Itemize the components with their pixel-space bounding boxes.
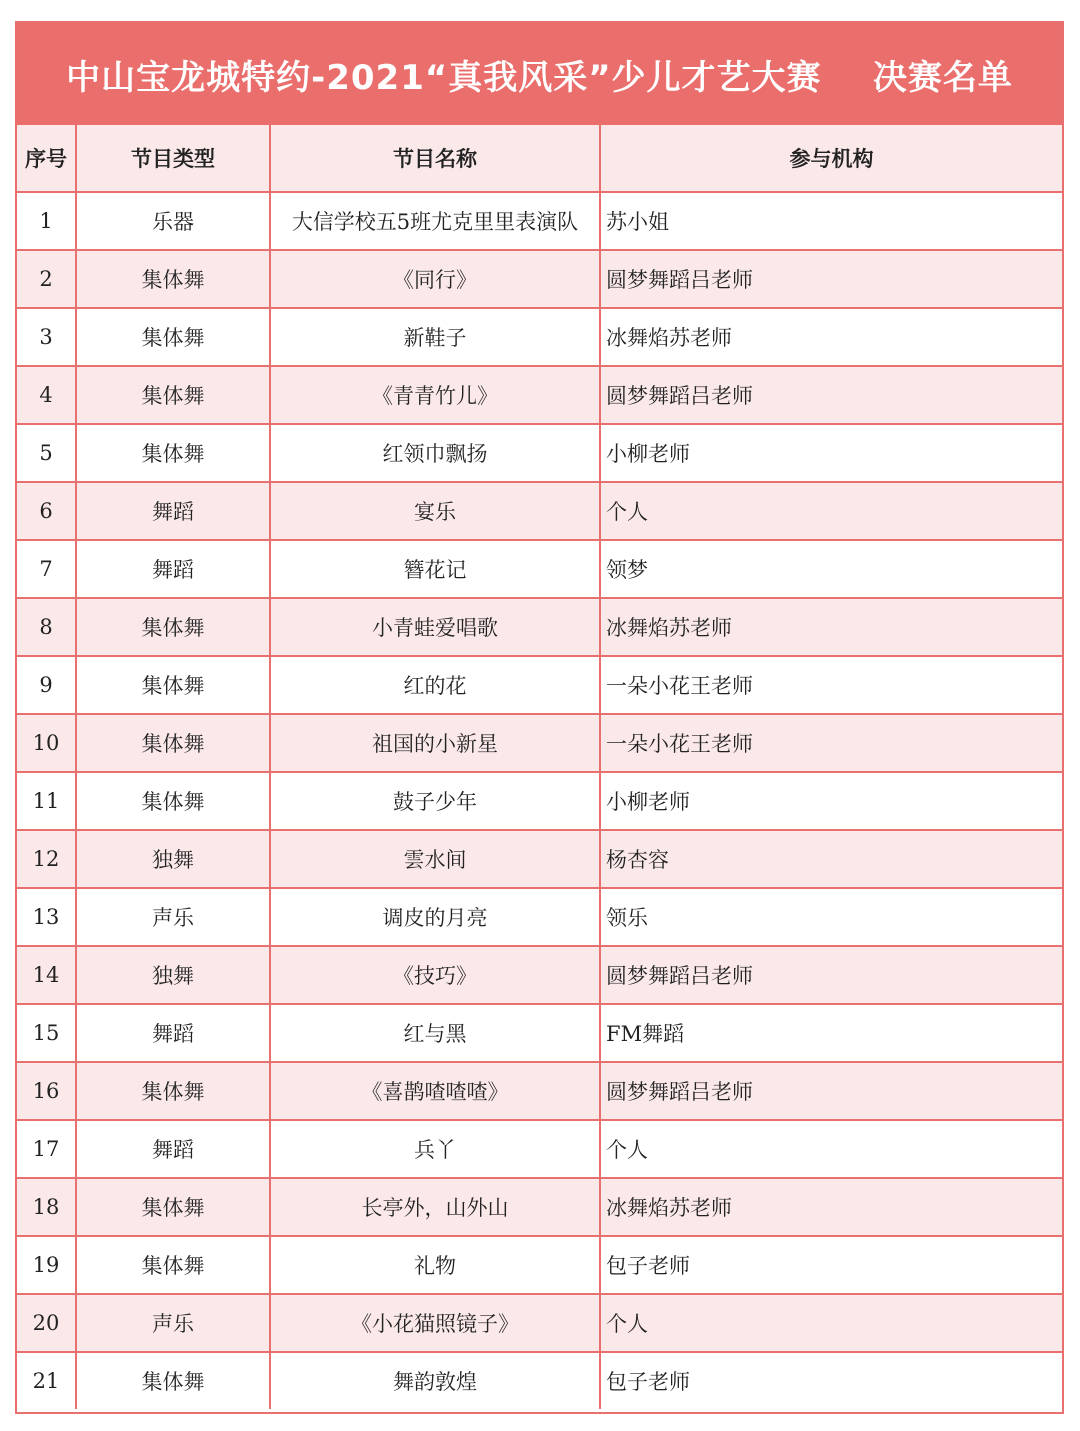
- cell-organization: 领乐: [600, 888, 1062, 946]
- cell-program-name: 新鞋子: [270, 308, 600, 366]
- table-row: [17, 424, 1062, 482]
- cell-organization: 苏小姐: [600, 192, 1062, 250]
- table-row: [17, 540, 1062, 598]
- cell-program-name: 祖国的小新星: [270, 714, 600, 772]
- cell-organization: 冰舞焰苏老师: [600, 598, 1062, 656]
- header-no: 序号: [17, 125, 76, 192]
- cell-no: 20: [17, 1294, 76, 1352]
- cell-program-name: 大信学校五5班尤克里里表演队: [270, 192, 600, 250]
- cell-no: 2: [17, 250, 76, 308]
- cell-organization: 小柳老师: [600, 772, 1062, 830]
- cell-no: 12: [17, 830, 76, 888]
- cell-no: 6: [17, 482, 76, 540]
- cell-type: 集体舞: [76, 1178, 270, 1236]
- table-row: [17, 1352, 1062, 1409]
- table-row: [17, 482, 1062, 540]
- cell-program-name: 长亭外，山外山: [270, 1178, 600, 1236]
- table-row: [17, 888, 1062, 946]
- cell-organization: 个人: [600, 1294, 1062, 1352]
- cell-organization: 个人: [600, 1120, 1062, 1178]
- table-row: [17, 1236, 1062, 1294]
- cell-type: 集体舞: [76, 656, 270, 714]
- cell-program-name: 红与黑: [270, 1004, 600, 1062]
- table-row: [17, 1062, 1062, 1120]
- cell-no: 10: [17, 714, 76, 772]
- cell-type: 集体舞: [76, 1062, 270, 1120]
- table-header-row: [17, 125, 1062, 192]
- table-row: [17, 192, 1062, 250]
- cell-program-name: 簪花记: [270, 540, 600, 598]
- table-row: [17, 1294, 1062, 1352]
- cell-no: 18: [17, 1178, 76, 1236]
- cell-type: 集体舞: [76, 714, 270, 772]
- cell-program-name: 兵丫: [270, 1120, 600, 1178]
- table-row: [17, 308, 1062, 366]
- cell-organization: 包子老师: [600, 1352, 1062, 1409]
- cell-no: 7: [17, 540, 76, 598]
- cell-organization: 杨杏容: [600, 830, 1062, 888]
- cell-no: 4: [17, 366, 76, 424]
- header-org: 参与机构: [600, 125, 1062, 192]
- cell-program-name: 宴乐: [270, 482, 600, 540]
- cell-program-name: 《同行》: [270, 250, 600, 308]
- cell-organization: 圆梦舞蹈吕老师: [600, 1062, 1062, 1120]
- cell-type: 集体舞: [76, 598, 270, 656]
- finalist-sheet: [15, 21, 1064, 1414]
- cell-no: 14: [17, 946, 76, 1004]
- table-row: [17, 366, 1062, 424]
- table-row: [17, 946, 1062, 1004]
- cell-type: 舞蹈: [76, 1004, 270, 1062]
- cell-no: 3: [17, 308, 76, 366]
- table-row: [17, 1120, 1062, 1178]
- cell-no: 11: [17, 772, 76, 830]
- cell-no: 19: [17, 1236, 76, 1294]
- cell-type: 集体舞: [76, 424, 270, 482]
- cell-type: 独舞: [76, 946, 270, 1004]
- cell-organization: 冰舞焰苏老师: [600, 1178, 1062, 1236]
- cell-no: 5: [17, 424, 76, 482]
- cell-no: 15: [17, 1004, 76, 1062]
- cell-type: 集体舞: [76, 308, 270, 366]
- cell-program-name: 鼓子少年: [270, 772, 600, 830]
- cell-no: 13: [17, 888, 76, 946]
- table-row: [17, 714, 1062, 772]
- cell-no: 17: [17, 1120, 76, 1178]
- cell-organization: 冰舞焰苏老师: [600, 308, 1062, 366]
- finalist-table: [17, 125, 1062, 1409]
- cell-organization: 圆梦舞蹈吕老师: [600, 946, 1062, 1004]
- cell-program-name: 《技巧》: [270, 946, 600, 1004]
- cell-no: 16: [17, 1062, 76, 1120]
- cell-program-name: 《小花猫照镜子》: [270, 1294, 600, 1352]
- cell-program-name: 礼物: [270, 1236, 600, 1294]
- cell-type: 舞蹈: [76, 482, 270, 540]
- cell-type: 集体舞: [76, 366, 270, 424]
- cell-type: 舞蹈: [76, 540, 270, 598]
- cell-type: 声乐: [76, 888, 270, 946]
- table-row: [17, 1178, 1062, 1236]
- cell-organization: 小柳老师: [600, 424, 1062, 482]
- cell-type: 集体舞: [76, 1352, 270, 1409]
- page-title: 中山宝龙城特约-2021“真我风采”少儿才艺大赛 决赛名单: [17, 23, 1062, 125]
- table-body: [17, 192, 1062, 1409]
- table-row: [17, 830, 1062, 888]
- cell-no: 9: [17, 656, 76, 714]
- table-row: [17, 1004, 1062, 1062]
- cell-no: 21: [17, 1352, 76, 1409]
- table-row: [17, 656, 1062, 714]
- cell-program-name: 舞韵敦煌: [270, 1352, 600, 1409]
- table-row: [17, 250, 1062, 308]
- cell-program-name: 《青青竹儿》: [270, 366, 600, 424]
- cell-program-name: 调皮的月亮: [270, 888, 600, 946]
- cell-organization: 圆梦舞蹈吕老师: [600, 250, 1062, 308]
- cell-organization: FM舞蹈: [600, 1004, 1062, 1062]
- cell-type: 集体舞: [76, 1236, 270, 1294]
- cell-no: 8: [17, 598, 76, 656]
- cell-program-name: 红的花: [270, 656, 600, 714]
- cell-organization: 一朵小花王老师: [600, 714, 1062, 772]
- cell-organization: 一朵小花王老师: [600, 656, 1062, 714]
- header-name: 节目名称: [270, 125, 600, 192]
- table-row: [17, 598, 1062, 656]
- cell-program-name: 红领巾飘扬: [270, 424, 600, 482]
- cell-organization: 领梦: [600, 540, 1062, 598]
- cell-program-name: 《喜鹊喳喳喳》: [270, 1062, 600, 1120]
- cell-organization: 包子老师: [600, 1236, 1062, 1294]
- cell-no: 1: [17, 192, 76, 250]
- cell-type: 独舞: [76, 830, 270, 888]
- cell-organization: 个人: [600, 482, 1062, 540]
- header-type: 节目类型: [76, 125, 270, 192]
- cell-program-name: 小青蛙爱唱歌: [270, 598, 600, 656]
- cell-organization: 圆梦舞蹈吕老师: [600, 366, 1062, 424]
- cell-type: 乐器: [76, 192, 270, 250]
- cell-type: 集体舞: [76, 772, 270, 830]
- cell-type: 舞蹈: [76, 1120, 270, 1178]
- table-row: [17, 772, 1062, 830]
- cell-program-name: 雲水间: [270, 830, 600, 888]
- cell-type: 集体舞: [76, 250, 270, 308]
- cell-type: 声乐: [76, 1294, 270, 1352]
